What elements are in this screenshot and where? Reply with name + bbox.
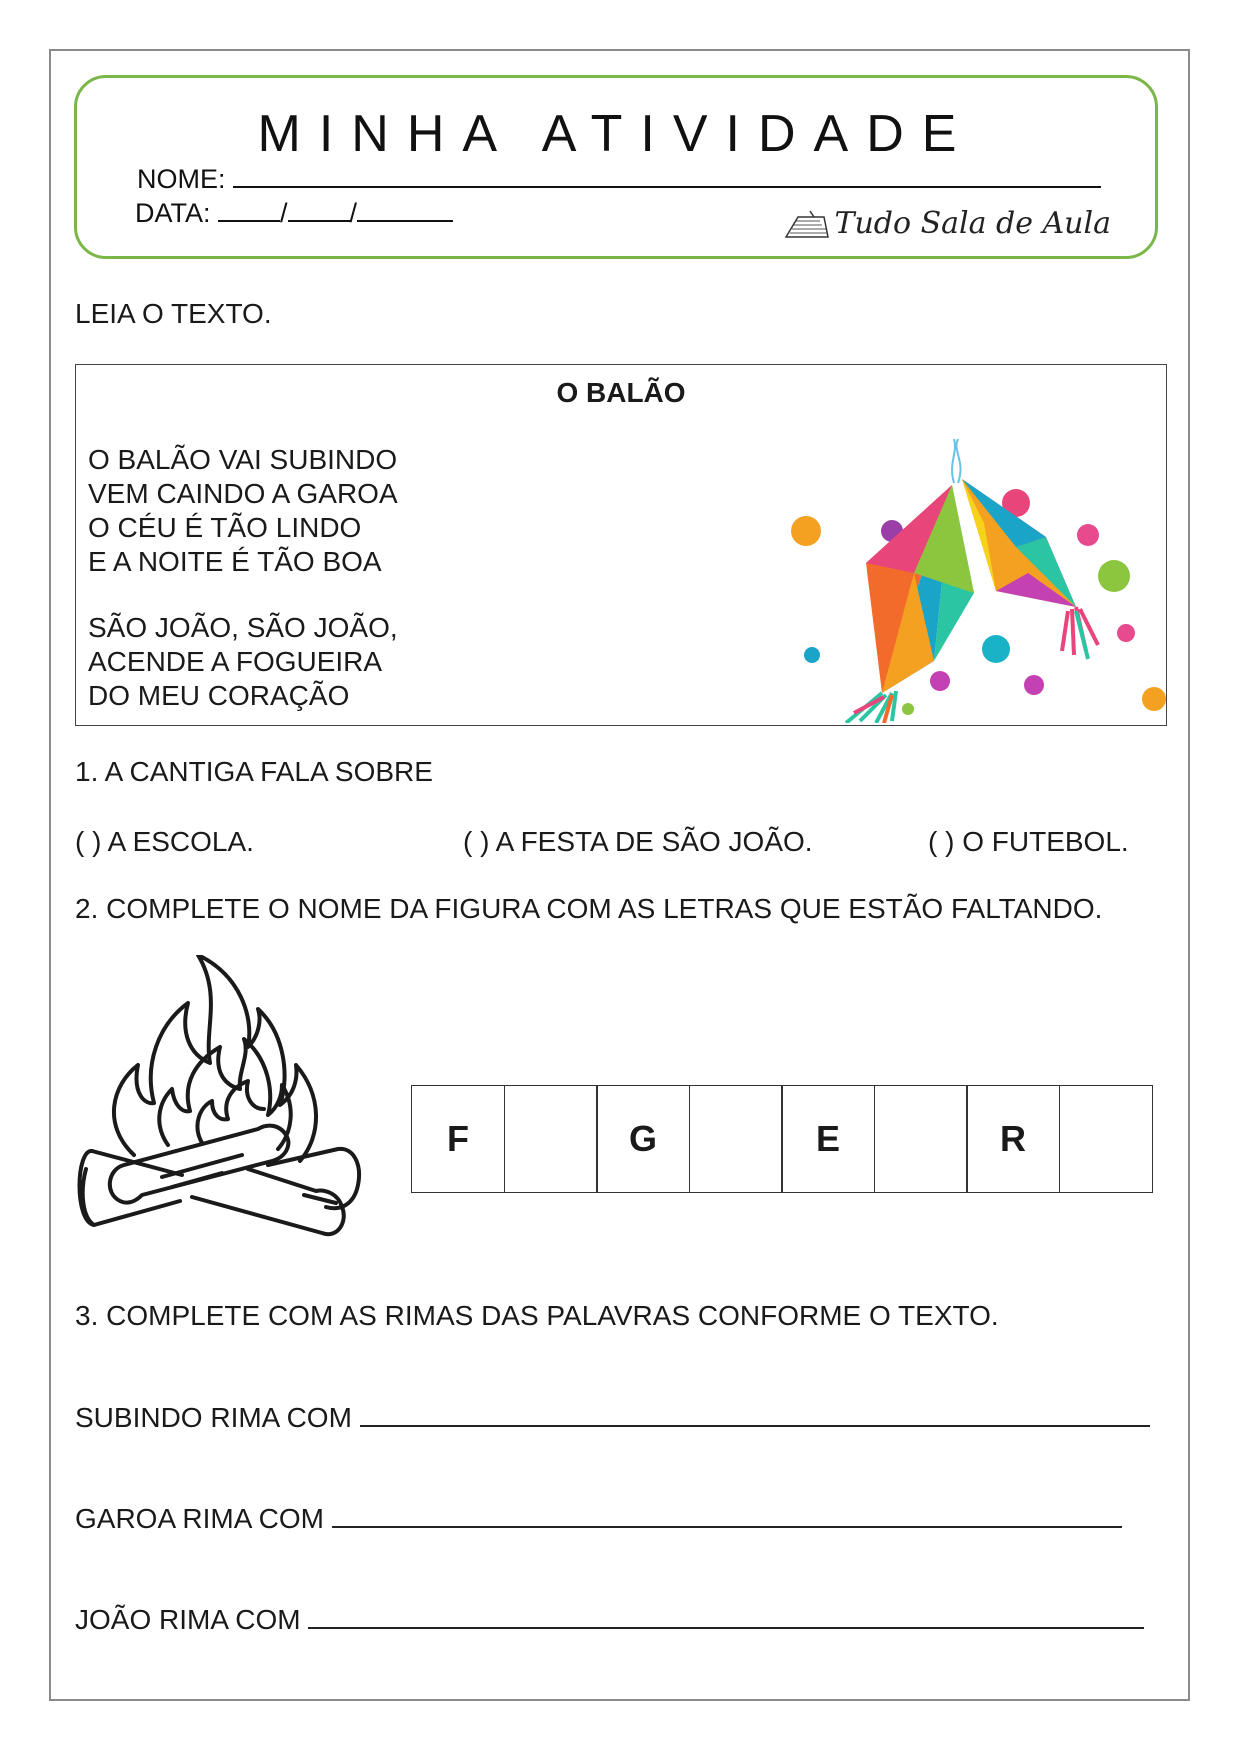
bonfire-illustration <box>72 955 382 1255</box>
poem-line: E A NOITE É TÃO BOA <box>88 546 382 577</box>
word-completion-grid <box>411 1085 1153 1193</box>
chalkboard-icon <box>784 209 830 239</box>
poem-title: O BALÃO <box>556 377 686 408</box>
rhyme-item-garoa[interactable] <box>75 1503 1122 1535</box>
header-box <box>74 75 1158 259</box>
letter-blank-cell[interactable] <box>1059 1085 1153 1193</box>
date-separator: / <box>349 198 358 228</box>
poem-line: O CÉU É TÃO LINDO <box>88 512 362 543</box>
poem-line: SÃO JOÃO, SÃO JOÃO, <box>88 612 398 643</box>
date-field[interactable] <box>135 198 453 229</box>
name-field[interactable] <box>137 164 1101 195</box>
poem-line: ACENDE A FOGUEIRA <box>88 646 383 677</box>
poem-line: VEM CAINDO A GAROA <box>88 478 398 509</box>
name-line[interactable] <box>233 164 1101 188</box>
rhyme-item-joao[interactable] <box>75 1604 1144 1636</box>
question-3-prompt: 3. COMPLETE COM AS RIMAS DAS PALAVRAS CONFORME O TEXTO. <box>75 1300 999 1331</box>
rhyme-label: SUBINDO RIMA COM <box>75 1402 352 1433</box>
brand-text: Tudo Sala de Aula <box>834 206 1111 241</box>
left-balloon-shape <box>866 485 974 693</box>
letter-cell: R <box>966 1085 1060 1193</box>
question-1-prompt: 1. A CANTIGA FALA SOBRE <box>75 756 433 787</box>
date-year-line[interactable] <box>357 198 453 222</box>
answer-line[interactable] <box>360 1405 1150 1427</box>
letter-blank-cell[interactable] <box>689 1085 783 1193</box>
question-2-prompt: 2. COMPLETE O NOME DA FIGURA COM AS LETRAS QUE ESTÃO FALTANDO. <box>75 893 1103 924</box>
rhyme-label: GAROA RIMA COM <box>75 1503 324 1534</box>
poem-stanza-2 <box>88 611 398 713</box>
right-balloon-tassel <box>1062 607 1098 659</box>
instruction: LEIA O TEXTO. <box>75 298 272 329</box>
festa-junina-balloons-illustration <box>696 423 1166 723</box>
q1-option-football[interactable]: ( ) O FUTEBOL. <box>928 826 1129 857</box>
q1-option-school[interactable]: ( ) A ESCOLA. <box>75 826 254 857</box>
poem-box <box>75 364 1167 726</box>
date-separator: / <box>280 198 288 228</box>
name-label: NOME: <box>137 164 226 194</box>
poem-line: O BALÃO VAI SUBINDO <box>88 444 398 475</box>
date-day-line[interactable] <box>218 198 280 222</box>
brand-logo <box>784 206 1111 241</box>
answer-line[interactable] <box>332 1506 1122 1528</box>
date-label: DATA: <box>135 198 211 228</box>
rhyme-label: JOÃO RIMA COM <box>75 1604 301 1635</box>
letter-blank-cell[interactable] <box>504 1085 598 1193</box>
letter-blank-cell[interactable] <box>874 1085 968 1193</box>
letter-cell: E <box>781 1085 875 1193</box>
date-month-line[interactable] <box>288 198 350 222</box>
page-border <box>49 49 1190 1701</box>
rhyme-item-subindo[interactable] <box>75 1402 1150 1434</box>
page-title: MINHA ATIVIDADE <box>257 105 975 163</box>
letter-cell: G <box>596 1085 690 1193</box>
left-balloon-tassel <box>846 691 896 723</box>
answer-line[interactable] <box>308 1607 1144 1629</box>
poem-stanza-1 <box>88 443 398 579</box>
q1-option-sao-joao[interactable]: ( ) A FESTA DE SÃO JOÃO. <box>463 826 813 857</box>
letter-cell: F <box>411 1085 505 1193</box>
poem-line: DO MEU CORAÇÃO <box>88 680 350 711</box>
